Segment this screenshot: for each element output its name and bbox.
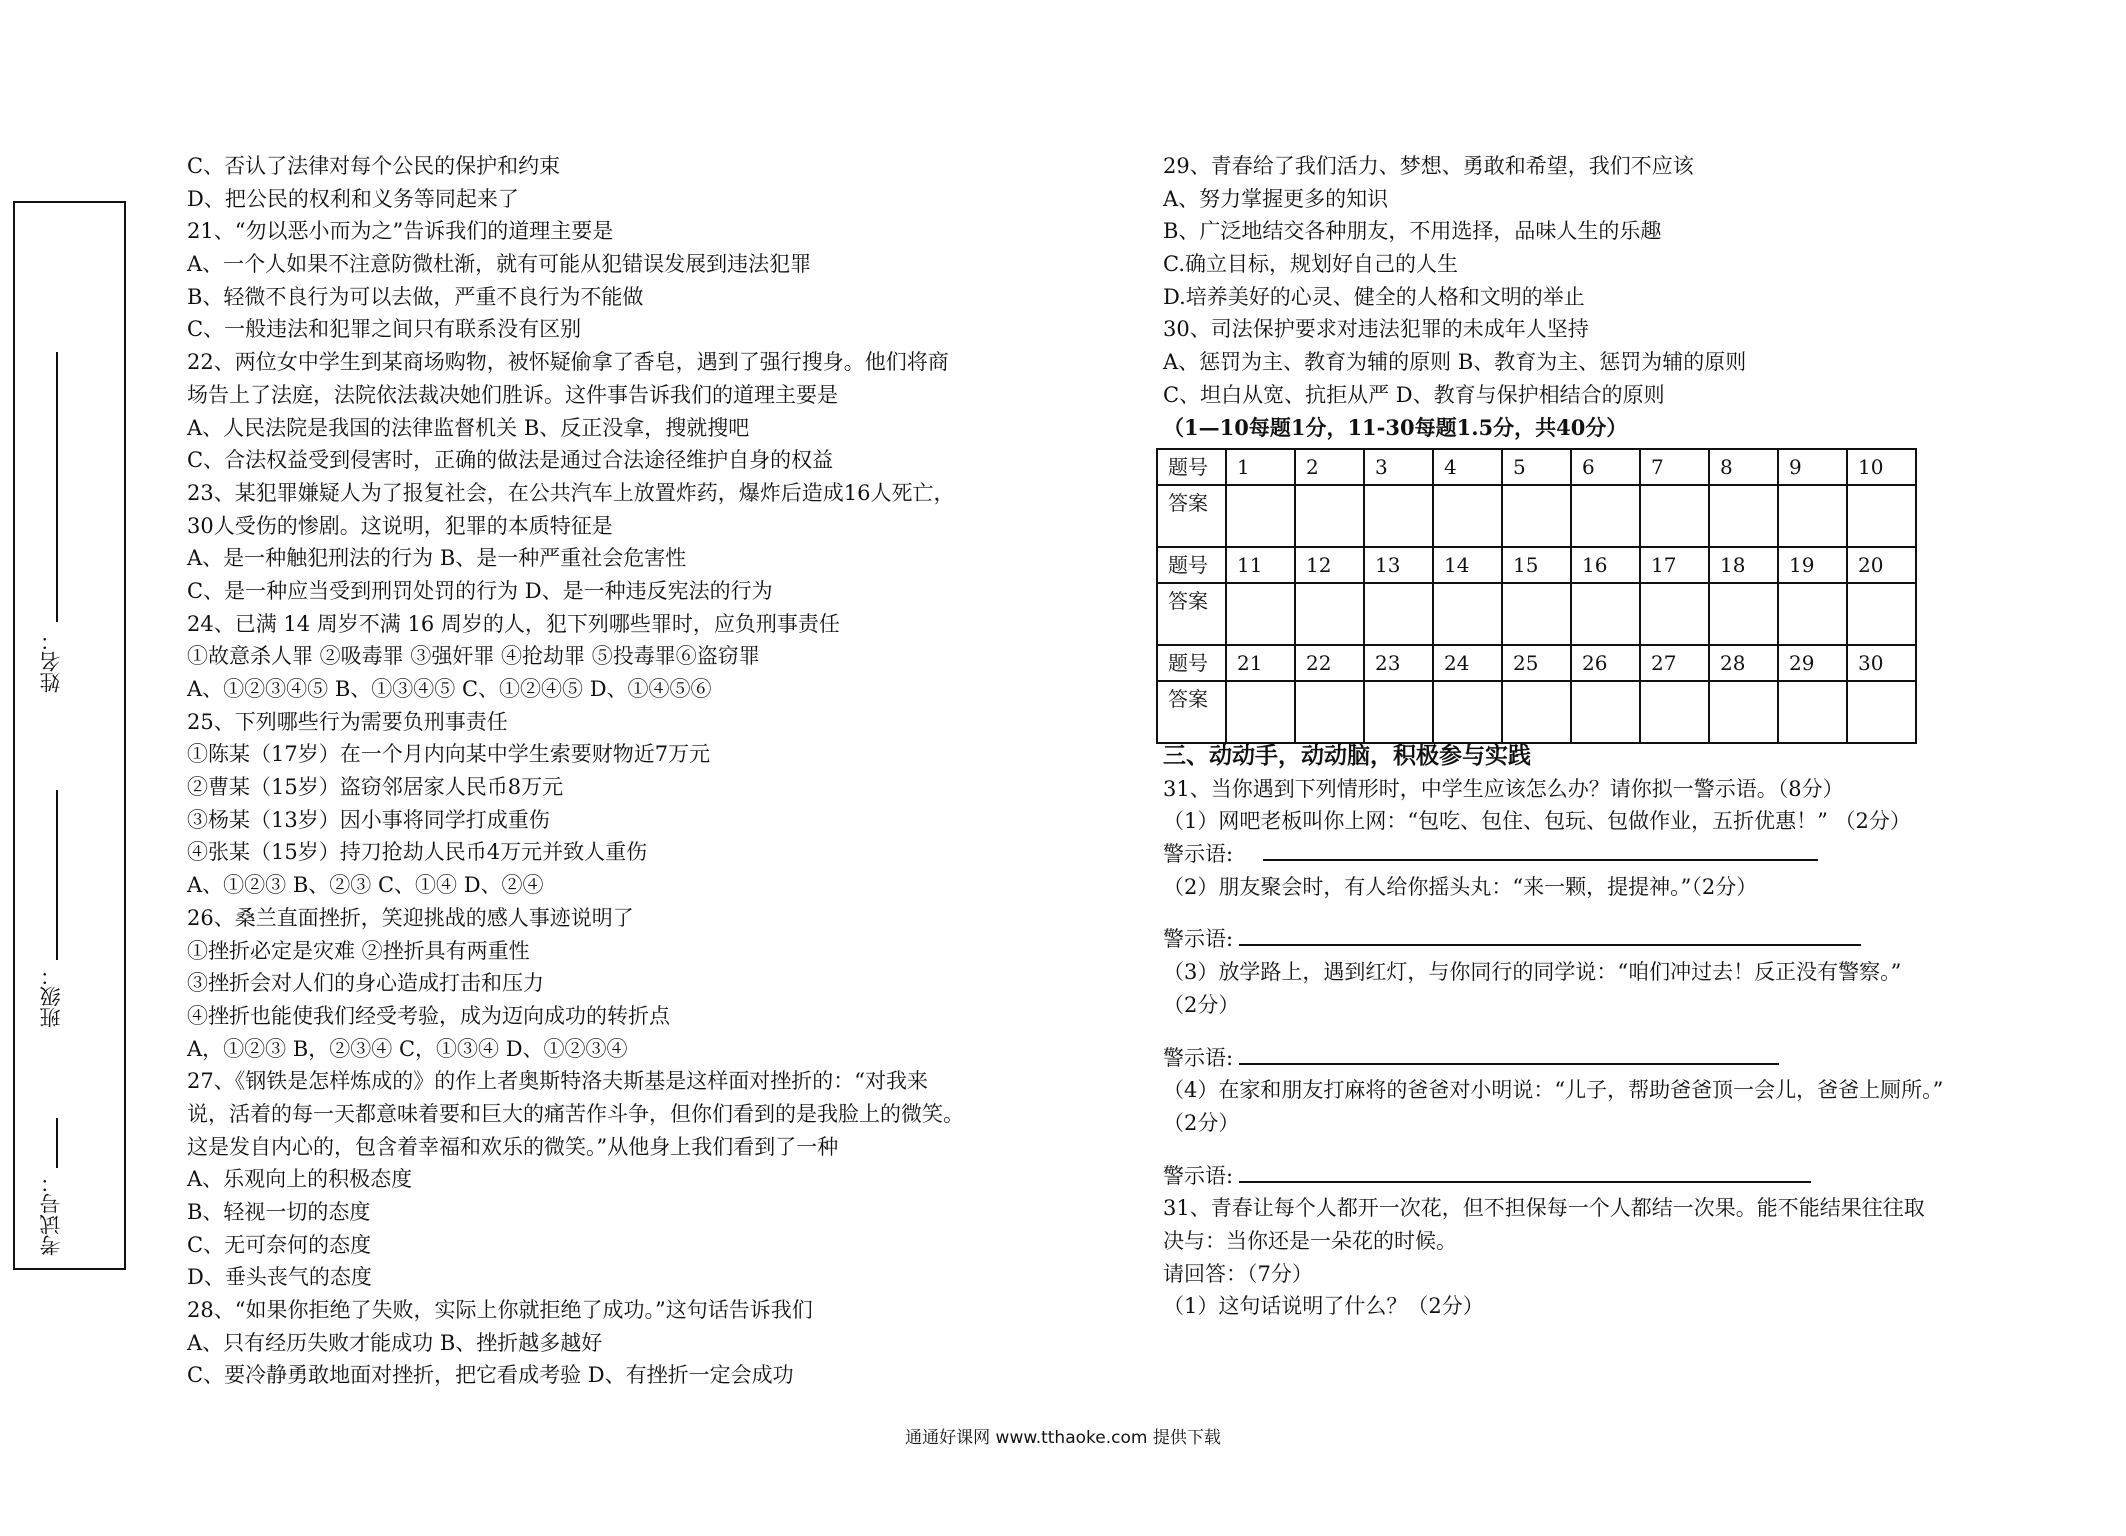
question-line: ②曹某（15岁）盗窃邻居家人民币8万元 <box>187 775 564 800</box>
question-line: 说，活着的每一天都意味着要和巨大的痛苦作斗争，但你们看到的是我脸上的微笑。 <box>187 1101 964 1126</box>
grid-question-number: 24 <box>1433 645 1502 681</box>
question-line: A、一个人如果不注意防微杜渐，就有可能从犯错误发展到违法犯罪 <box>187 252 812 277</box>
name-label: 姓名： <box>39 630 63 693</box>
answer-blank <box>1239 1043 1779 1065</box>
question-line: 30、司法保护要求对违法犯罪的未成年人坚持 <box>1163 317 1589 342</box>
grid-answer-cell[interactable] <box>1778 681 1847 743</box>
grid-answer-cell[interactable] <box>1571 485 1640 547</box>
grid-question-number: 22 <box>1295 645 1364 681</box>
class-label: 班级： <box>39 965 63 1028</box>
q31-intro: 31、当你遇到下列情形时，中学生应该怎么办？请你拟一警示语。（8分） <box>1163 776 1844 801</box>
grid-answer-cell[interactable] <box>1571 681 1640 743</box>
questions-29-30 <box>1163 150 1983 412</box>
grid-question-number: 10 <box>1847 449 1916 485</box>
grid-question-number: 13 <box>1364 547 1433 583</box>
question-line: C、否认了法律对每个公民的保护和约束 <box>187 154 561 178</box>
question-line: ③挫折会对人们的身心造成打击和压力 <box>187 971 544 996</box>
grid-answer-cell[interactable] <box>1364 583 1433 645</box>
question-line: B、广泛地结交各种朋友，不用选择，品味人生的乐趣 <box>1163 219 1662 244</box>
q31-item-4: （4）在家和朋友打麻将的爸爸对小明说：“儿子，帮助爸爸顶一会儿，爸爸上厕所。” <box>1163 1078 1944 1103</box>
warning-label: 警示语: <box>1163 1163 1234 1188</box>
grid-answer-cell[interactable] <box>1502 485 1571 547</box>
grid-answer-row <box>1157 681 1916 743</box>
question-line: 23、某犯罪嫌疑人为了报复社会，在公共汽车上放置炸药，爆炸后造成16人死亡， <box>187 480 955 505</box>
grid-answer-cell[interactable] <box>1295 485 1364 547</box>
grid-answer-cell[interactable] <box>1502 681 1571 743</box>
grid-answer-cell[interactable] <box>1295 681 1364 743</box>
question-line: C、坦白从宽、抗拒从严 D、教育与保护相结合的原则 <box>1163 382 1665 407</box>
warning-line-4 <box>1163 1160 1943 1193</box>
question-line: A、乐观向上的积极态度 <box>187 1167 413 1192</box>
grid-question-number: 21 <box>1226 645 1295 681</box>
question-line: 30人受伤的惨剧。这说明，犯罪的本质特征是 <box>187 513 613 538</box>
question-line: D、把公民的权利和义务等同起来了 <box>187 186 519 211</box>
warning-label: 警示语: <box>1163 927 1234 952</box>
question-line: D.培养美好的心灵、健全的人格和文明的举止 <box>1163 284 1585 309</box>
grid-question-number: 9 <box>1778 449 1847 485</box>
grid-question-number: 11 <box>1226 547 1295 583</box>
answer-prompt: 请回答：（7分） <box>1163 1261 1313 1286</box>
answer-blank <box>1239 1161 1811 1183</box>
question-line: A、人民法院是我国的法律监督机关 B、反正没拿，搜就搜吧 <box>187 415 750 440</box>
points: （2分） <box>1163 992 1240 1017</box>
question-line: 27、《钢铁是怎样炼成的》的作上者奥斯特洛夫斯基是这样面对挫折的：“对我来 <box>187 1069 928 1094</box>
grid-question-number: 15 <box>1502 547 1571 583</box>
grid-question-number: 29 <box>1778 645 1847 681</box>
question-line: ④挫折也能使我们经受考验，成为迈向成功的转折点 <box>187 1003 670 1028</box>
q31-item-2: （2）朋友聚会时，有人给你摇头丸：“来一颗，提提神。”（2分） <box>1163 874 1758 899</box>
question-line: ③杨某（13岁）因小事将同学打成重伤 <box>187 807 550 832</box>
grid-question-number: 4 <box>1433 449 1502 485</box>
grid-answer-cell[interactable] <box>1502 583 1571 645</box>
grid-answer-cell[interactable] <box>1226 681 1295 743</box>
grid-question-number: 5 <box>1502 449 1571 485</box>
grid-answer-cell[interactable] <box>1847 485 1916 547</box>
grid-question-number: 17 <box>1640 547 1709 583</box>
grid-answer-cell[interactable] <box>1433 485 1502 547</box>
question-line: 场告上了法庭，法院依法裁决她们胜诉。这件事告诉我们的道理主要是 <box>187 382 838 407</box>
grid-question-number: 20 <box>1847 547 1916 583</box>
q31b-sub-1: （1）这句话说明了什么？（2分） <box>1163 1294 1484 1319</box>
grid-answer-cell[interactable] <box>1640 485 1709 547</box>
grid-question-number: 18 <box>1709 547 1778 583</box>
grid-question-number: 28 <box>1709 645 1778 681</box>
grid-answer-row <box>1157 583 1916 645</box>
question-line: A、只有经历失败才能成功 B、挫折越多越好 <box>187 1330 603 1355</box>
name-blank-line <box>56 352 58 622</box>
grid-number-row <box>1157 645 1916 681</box>
grid-answer-cell[interactable] <box>1640 583 1709 645</box>
grid-question-number: 7 <box>1640 449 1709 485</box>
grid-question-number: 23 <box>1364 645 1433 681</box>
question-line: 25、下列哪些行为需要负刑事责任 <box>187 709 508 734</box>
grid-question-number: 2 <box>1295 449 1364 485</box>
q31-item-1: （1）网吧老板叫你上网：“包吃、包住、包玩、包做作业，五折优惠！” （2分） <box>1163 809 1911 834</box>
section-title: 三、动动手，动动脑，积极参与实践 <box>1163 742 1531 769</box>
grid-answer-cell[interactable] <box>1640 681 1709 743</box>
grid-answer-cell[interactable] <box>1571 583 1640 645</box>
grid-number-row <box>1157 547 1916 583</box>
question-line: 28、“如果你拒绝了失败，实际上你就拒绝了成功。”这句话告诉我们 <box>187 1298 813 1323</box>
grid-answer-cell[interactable] <box>1847 681 1916 743</box>
q31b-line-1: 31、青春让每个人都开一次花，但不担保每一个人都结一次果。能不能结果往往取 <box>1163 1196 1925 1221</box>
score-note: （1—10每题1分，11-30每题1.5分，共40分） <box>1163 414 1628 440</box>
points: （2分） <box>1163 1110 1240 1135</box>
question-line: C.确立目标，规划好自己的人生 <box>1163 252 1458 277</box>
answer-blank <box>1239 924 1861 946</box>
grid-answer-cell[interactable] <box>1778 485 1847 547</box>
question-line: D、垂头丧气的态度 <box>187 1265 372 1290</box>
question-line: 22、两位女中学生到某商场购物，被怀疑偷拿了香皂，遇到了强行搜身。他们将商 <box>187 350 949 375</box>
grid-question-number: 8 <box>1709 449 1778 485</box>
grid-question-number: 25 <box>1502 645 1571 681</box>
question-line: ①陈某（17岁）在一个月内向某中学生索要财物近7万元 <box>187 742 711 767</box>
grid-question-number: 12 <box>1295 547 1364 583</box>
q31b-line-2: 决与：当你还是一朵花的时候。 <box>1163 1228 1457 1253</box>
question-line: A、是一种触犯刑法的行为 B、是一种严重社会危害性 <box>187 546 687 571</box>
exam-no-blank-line <box>56 1118 58 1168</box>
question-line: ④张某（15岁）持刀抢劫人民币4万元并致人重伤 <box>187 840 648 865</box>
grid-answer-cell[interactable] <box>1778 583 1847 645</box>
grid-answer-cell[interactable] <box>1709 681 1778 743</box>
grid-row-label: 答案 <box>1157 681 1226 743</box>
grid-row-label: 题号 <box>1157 449 1226 485</box>
page-footer: 通通好课网 www.tthaoke.com 提供下载 <box>905 1428 1221 1448</box>
warning-line-1 <box>1163 838 1943 871</box>
q31-item-3: （3）放学路上，遇到红灯，与你同行的同学说：“咱们冲过去！反正没有警察。” <box>1163 960 1902 985</box>
question-line: A，①②③ B，②③④ C，①③④ D、①②③④ <box>187 1036 628 1061</box>
class-blank-line <box>56 790 58 960</box>
answer-grid <box>1156 448 1917 744</box>
grid-answer-cell[interactable] <box>1433 681 1502 743</box>
question-line: B、轻微不良行为可以去做，严重不良行为不能做 <box>187 284 644 309</box>
grid-answer-cell[interactable] <box>1226 485 1295 547</box>
answer-blank <box>1263 839 1818 861</box>
question-line: 29、青春给了我们活力、梦想、勇敢和希望，我们不应该 <box>1163 154 1694 178</box>
grid-row-label: 题号 <box>1157 547 1226 583</box>
right-question-column <box>1163 150 1983 444</box>
grid-question-number: 1 <box>1226 449 1295 485</box>
warning-label: 警示语: <box>1163 1045 1234 1070</box>
grid-question-number: 3 <box>1364 449 1433 485</box>
warning-label: 警示语: <box>1163 842 1234 867</box>
question-line: 这是发自内心的，包含着幸福和欢乐的微笑。”从他身上我们看到了一种 <box>187 1134 839 1159</box>
grid-answer-cell[interactable] <box>1709 583 1778 645</box>
question-line: C、要冷静勇敢地面对挫折，把它看成考验 D、有挫折一定会成功 <box>187 1363 794 1388</box>
grid-answer-cell[interactable] <box>1709 485 1778 547</box>
grid-answer-cell[interactable] <box>1433 583 1502 645</box>
grid-question-number: 14 <box>1433 547 1502 583</box>
grid-answer-cell[interactable] <box>1847 583 1916 645</box>
question-line: B、轻视一切的态度 <box>187 1200 371 1224</box>
exam-no-label: 考试号： <box>39 1172 63 1256</box>
grid-answer-cell[interactable] <box>1226 583 1295 645</box>
question-line: 21、“勿以恶小而为之”告诉我们的道理主要是 <box>187 219 614 244</box>
grid-row-label: 答案 <box>1157 485 1226 547</box>
grid-row-label: 题号 <box>1157 645 1226 681</box>
question-line: C、一般违法和犯罪之间只有联系没有区别 <box>187 317 582 342</box>
left-question-column <box>187 150 1007 1392</box>
grid-question-number: 6 <box>1571 449 1640 485</box>
grid-question-number: 16 <box>1571 547 1640 583</box>
grid-question-number: 27 <box>1640 645 1709 681</box>
grid-answer-cell[interactable] <box>1364 681 1433 743</box>
grid-answer-cell[interactable] <box>1364 485 1433 547</box>
warning-line-2 <box>1163 923 1943 956</box>
question-line: A、①②③④⑤ B、①③④⑤ C、①②④⑤ D、①④⑤⑥ <box>187 677 712 701</box>
question-line: ①故意杀人罪 ②吸毒罪 ③强奸罪 ④抢劫罪 ⑤投毒罪⑥盗窃罪 <box>187 644 760 669</box>
question-line: C、无可奈何的态度 <box>187 1232 372 1257</box>
grid-number-row <box>1157 449 1916 485</box>
question-line: C、是一种应当受到刑罚处罚的行为 D、是一种违反宪法的行为 <box>187 578 773 603</box>
question-line: A、①②③ B、②③ C、①④ D、②④ <box>187 873 544 898</box>
grid-question-number: 19 <box>1778 547 1847 583</box>
grid-row-label: 答案 <box>1157 583 1226 645</box>
warning-line-3 <box>1163 1042 1943 1075</box>
question-line: C、合法权益受到侵害时，正确的做法是通过合法途径维护自身的权益 <box>187 448 834 473</box>
grid-question-number: 26 <box>1571 645 1640 681</box>
question-line: 24、已满 14 周岁不满 16 周岁的人，犯下列哪些罪时，应负刑事责任 <box>187 611 840 636</box>
question-line: ①挫折必定是灾难 ②挫折具有两重性 <box>187 938 530 963</box>
grid-answer-row <box>1157 485 1916 547</box>
binding-margin-box <box>13 201 126 1270</box>
grid-question-number: 30 <box>1847 645 1916 681</box>
question-line: A、惩罚为主、教育为辅的原则 B、教育为主、惩罚为辅的原则 <box>1163 350 1747 375</box>
grid-answer-cell[interactable] <box>1295 583 1364 645</box>
question-line: A、努力掌握更多的知识 <box>1163 186 1389 211</box>
question-line: 26、桑兰直面挫折，笑迎挑战的感人事迹说明了 <box>187 905 634 930</box>
section-three <box>1163 740 1943 1323</box>
